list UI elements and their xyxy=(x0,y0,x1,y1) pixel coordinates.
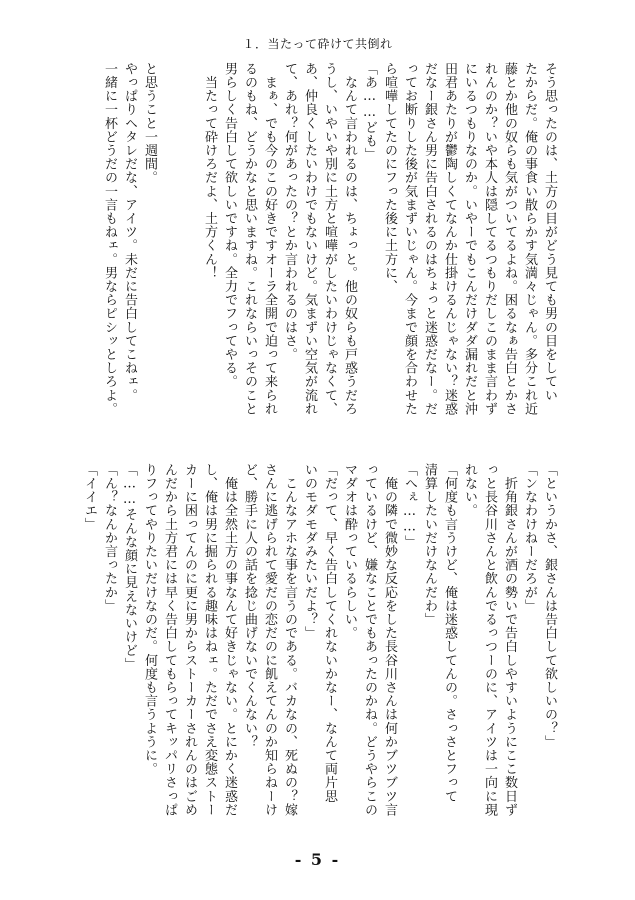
text-line: 「というかさ、銀さんは告白して欲しいの？」 xyxy=(542,463,557,749)
text-line: カーに困ってんのに更に男からストーカーされんのはごめ xyxy=(182,463,197,817)
text-line: そう思ったのは、土方の目がどう見ても男の目をしてい xyxy=(542,62,557,402)
text-line: 一緒に一杯どうだの一言もねェ。男ならピシッとしろよ。 xyxy=(102,62,117,416)
upper-text-block xyxy=(99,62,559,416)
text-line: ら喧嘩してたのにフった後に土方に、 xyxy=(382,62,397,294)
text-line: にいるつもりなのか。いやーでもこんだけダダ漏れだと沖 xyxy=(462,62,477,416)
text-line: さんに逃げられて愛だの恋だのに飢えてんのか知らねーけ xyxy=(262,463,277,817)
text-line: 「何度も言うけど、俺は迷惑してんの。さっさとフって xyxy=(442,463,457,803)
text-line: なんて言われるのは、ちょっと。他の奴らも戸惑うだろ xyxy=(342,62,357,416)
text-line: 「ん？なんか言ったか」 xyxy=(102,463,117,613)
text-line: 「だって、早く告白してくれないかなー、なんて両片思 xyxy=(322,463,337,803)
text-line xyxy=(179,62,199,412)
text-line: 「ンなわけねーだろが」 xyxy=(522,463,537,613)
text-line: 田君あたりが鬱陶しくてなんか仕掛けるんじゃない？迷惑 xyxy=(442,62,457,416)
text-line: 「あ……ども」 xyxy=(362,62,377,162)
text-line: 男らしく告白して欲しいですね。全力でフってやる。 xyxy=(222,62,237,389)
text-line: うし、いやいや別に土方と喧嘩がしたいわけじゃなくて、 xyxy=(322,62,337,416)
text-line: まぁ、でも今のこの好きですオーラ全開で迫って来られ xyxy=(262,62,277,416)
text-line: 「イイエ」 xyxy=(82,463,97,531)
lower-text-block xyxy=(79,463,559,843)
text-line: 俺の隣で微妙な反応をした長谷川さんは何かブツブツ言 xyxy=(382,463,397,817)
text-line: 当たって砕けろだよ、土方くん！ xyxy=(202,62,217,280)
text-line: れない。 xyxy=(462,463,477,518)
text-line: れんのか？いや本人は隠してるつもりだしこのまま言わず xyxy=(482,62,497,416)
text-line: たからだ。俺の事食い散らかす気満々じゃん。多分これ近 xyxy=(522,62,537,416)
text-line: だなー銀さん男に告白されるのはちょっと迷惑だなー。だ xyxy=(422,62,437,416)
text-line: と思うこと一週間。 xyxy=(142,62,157,185)
text-line: んだから土方君には早く告白してもらってキッパリさっぱ xyxy=(162,463,177,817)
text-line: 藤とか他の奴らも気がついてるよね。困るなぁ告白とかさ xyxy=(502,62,517,416)
page-number: - 5 - xyxy=(294,850,341,869)
text-line: いのモダモダみたいだよ？」 xyxy=(302,463,317,640)
text-line xyxy=(159,62,179,412)
text-line: 俺は全然土方の事なんて好きじゃない。とにかく迷惑だ xyxy=(222,463,237,817)
chapter-title: １．当たって砕けて共倒れ xyxy=(242,37,393,51)
text-line: ど、勝手に人の話を捻じ曲げないでくんない？ xyxy=(242,463,257,749)
text-line: っているけど、嫌なことでもあったのかね。どうやらこの xyxy=(362,463,377,817)
text-line: ってお断りした後が気まずいじゃん。今まで顔を合わせた xyxy=(402,62,417,416)
text-line: りフってやりたいだけなのだ。何度も言うように。 xyxy=(142,463,157,776)
text-line: やっぱりヘタレだな、アイツ。未だに告白してこねェ。 xyxy=(122,62,137,402)
text-line: あ、仲良くしたいわけでもないけど。気まずい空気が流れ xyxy=(302,62,317,416)
text-line: こんなアホな事を言うのである。バカなの、死ぬの？嫁 xyxy=(282,463,297,817)
text-line: っと長谷川さんと飲んでるっつーのに、アイツは一向に現 xyxy=(482,463,497,817)
text-line: 「……そんな顔に見えないけど」 xyxy=(122,463,137,671)
text-line: し、俺は男に掘られる趣味はねェ。ただでさえ変態ストー xyxy=(202,463,217,817)
text-line: 「へぇ……」 xyxy=(402,463,417,549)
text-line: るのもね、どうかなと思いますね。これならいっそのこと xyxy=(242,62,257,416)
text-line: 清算したいだけなんだわ」 xyxy=(422,463,437,627)
text-line: 折角銀さんが酒の勢いで告白しやすいようにここ数日ず xyxy=(502,463,517,817)
text-line: マダオは酔っているらしい。 xyxy=(342,463,357,640)
text-line: て、あれ？何があったの？とか言われるのはさ。 xyxy=(282,62,297,362)
